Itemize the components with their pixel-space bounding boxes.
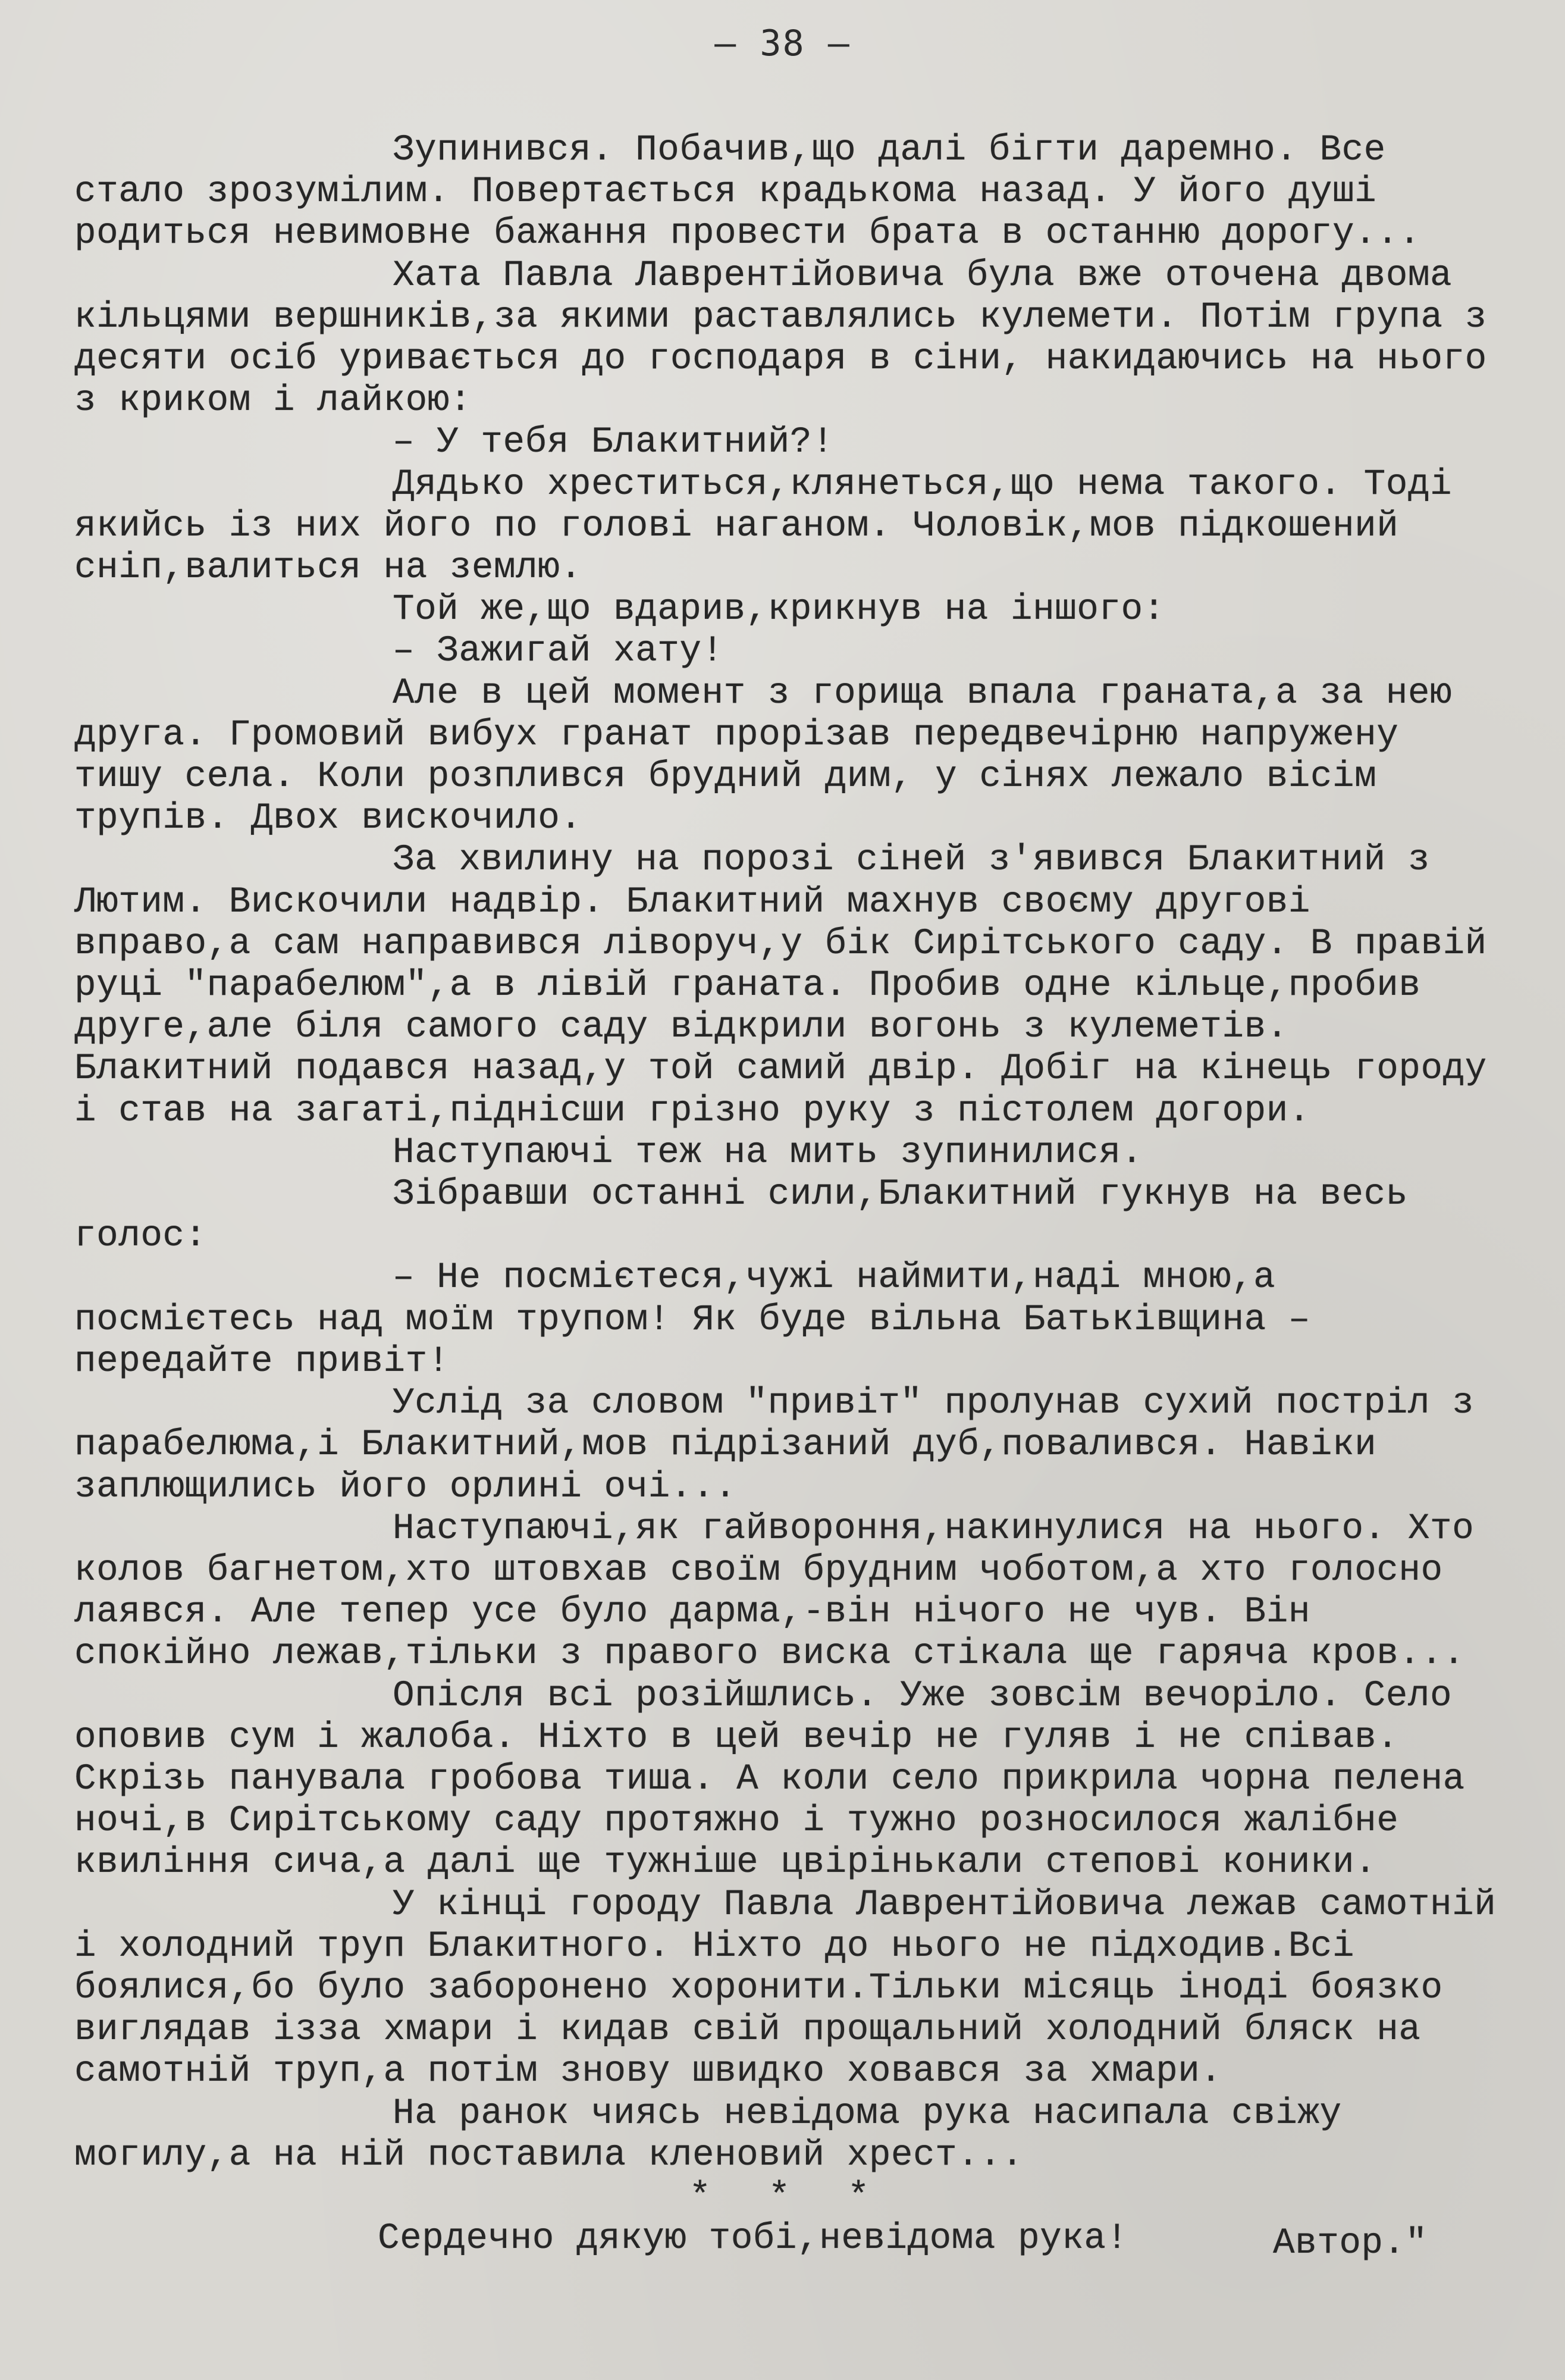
paragraph: – У тебя Блакитний?! [393, 422, 835, 464]
paragraph: Наступаючі теж на мить зупинилися. [393, 1132, 1143, 1173]
paragraph: Услід за словом "привіт" пролунав сухий постріл з парабелюма,і Блакитний,мов підрізаний дуб,повалився. Навіки заплющились його орлині очі... [74, 1383, 1475, 1508]
paragraph: Опісля всі розійшлись. Уже зовсім вечоріло. Село оповив сум і жалоба. Ніхто в цей вечір не гуляв і не співав. Скрізь панувала гробова тиша. А коли село прикрила чорна пелена ночі,в Сирітському саду протяжно і тужно розносилося жалібне квиління сича,а далі ще тужніше цвірінькали степові коники. [74, 1675, 1465, 1884]
paragraph: Але в цей момент з горища впала граната,а за нею друга. Громовий вибух гранат прорізав передвечірню напружену тишу села. Коли розплився брудний дим, у сінях лежало вісім трупів. Двох вискочило. [74, 672, 1453, 840]
paragraph: – Зажигай хату! [393, 631, 724, 672]
body-text [74, 130, 1502, 2265]
page-number: – 38 – [714, 23, 851, 64]
paragraph: Той же,що вдарив,крикнув на іншого: [393, 589, 1165, 631]
section-separator: * * * [689, 2176, 887, 2218]
thanks-text: Сердечно дякую тобі,невідома рука! [378, 2218, 1128, 2260]
paragraph: Зібравши останні сили,Блакитний гукнув на весь голос: [74, 1174, 1408, 1257]
paragraph: Дядько хреститься,клянеться,що нема такого. Тоді якийсь із них його по голові наганом. Чоловік,мов підкошений сніп,валиться на землю. [74, 464, 1453, 589]
closing-line [74, 2218, 1502, 2265]
paragraph: На ранок чиясь невідома рука насипала свіжу могилу,а на ній поставила кленовий хрест... [74, 2093, 1342, 2176]
author-signature: Автор." [1273, 2223, 1428, 2265]
paragraph: У кінці городу Павла Лаврентійовича лежав самотній і холодний труп Блакитного. Ніхто до нього не підходив.Всі боялися,бо було заборонено хоронити.Тільки місяць іноді боязко виглядав ізза хмари і кидав свій прощальний холодний бляск на самотній труп,а потім знову швидко ховався за хмари. [74, 1884, 1497, 2093]
paragraph: Наступаючі,як гайвороння,накинулися на нього. Хто колов багнетом,хто штовхав своїм брудним чоботом,а хто голосно лаявся. Але тепер усе було дарма,-він нічого не чув. Він спокійно лежав,тільки з правого виска стікала ще гаряча кров... [74, 1508, 1475, 1675]
paragraph: Зупинився. Побачив,що далі бігти даремно. Все стало зрозумілим. Повертається крадькома назад. У його душі родиться невимовне бажання провести брата в останню дорогу... [74, 130, 1421, 255]
paragraph-list [74, 130, 1502, 2177]
paragraph: Хата Павла Лаврентійовича була вже оточена двома кільцями вершників,за якими раставлялись кулемети. Потім група з десяти осіб уривається до господаря в сіни, накидаючись на нього з криком і лайкою: [74, 255, 1487, 422]
paragraph: За хвилину на порозі сіней з'явився Блакитний з Лютим. Вискочили надвір. Блакитний махнув своєму другові вправо,а сам направився ліворуч,у бік Сирітського саду. В правій руці "парабелюм",а в лівій граната. Пробив одне кільце,пробив друге,але біля самого саду відкрили вогонь з кулеметів. Блакитний подався назад,у той самий двір. Добіг на кінець городу і став на загаті,піднісши грізно руку з пістолем догори. [74, 840, 1487, 1132]
paragraph: – Не посмієтеся,чужі наймити,наді мною,а посмієтесь над моїм трупом! Як буде вільна Батьківщина – передайте привіт! [74, 1257, 1310, 1382]
